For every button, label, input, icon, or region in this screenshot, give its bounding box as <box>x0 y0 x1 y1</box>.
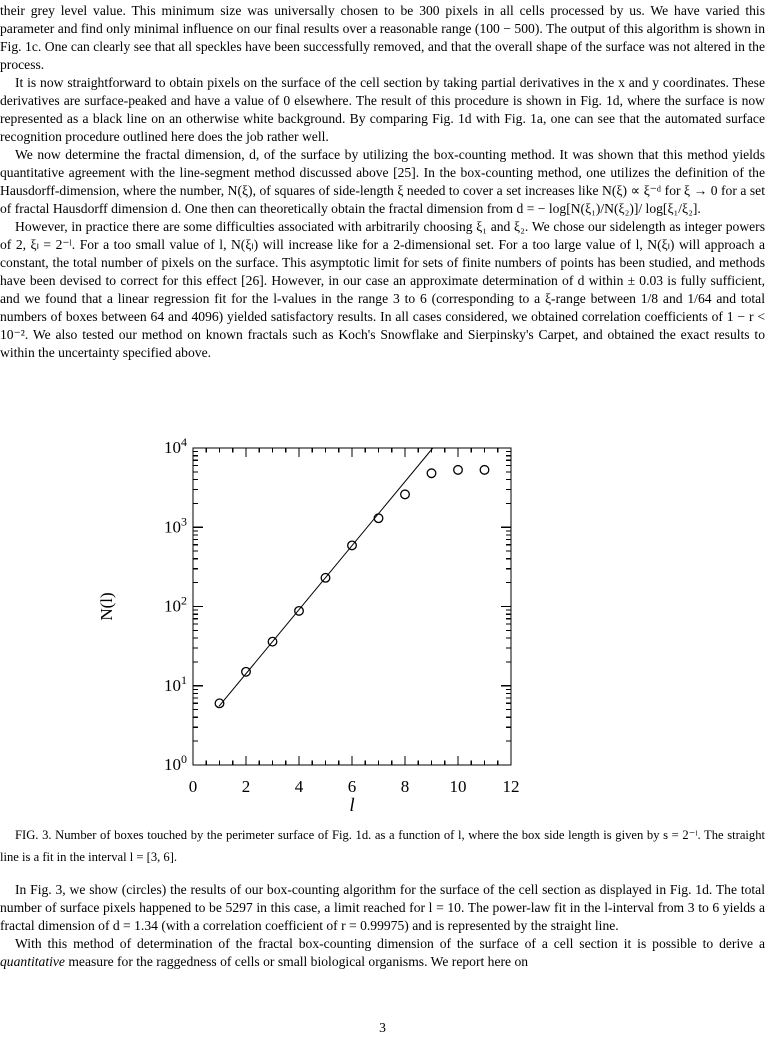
paragraph <box>0 935 765 971</box>
paragraph-segment-italic: quantitative <box>0 954 65 969</box>
y-tick-label: $10^3$ <box>164 514 187 537</box>
data-point <box>242 667 251 676</box>
fit-line <box>219 448 433 706</box>
paragraph: We now determine the fractal dimension, d, of the surface by utilizing the box-counting method. It was shown that this method yields quantitative agreement with the line-segment method discussed above [25]. In the box-counting method, one utilizes the definition of the Hausdorff-dimension, where the number, N(ξ), of squares of side-length ξ needed to cover a set increases like N(ξ) ∝ ξ⁻ᵈ for ξ → 0 for a set of fractal Hausdorff dimension d. One then can theoretically obtain the fractal dimension from d = − log[N(ξ₁)/N(ξ₂)]/ log[ξ₁/ξ₂]. <box>0 147 765 216</box>
y-tick-label: $10^2$ <box>164 593 187 616</box>
paragraph: their grey level value. This minimum size was universally chosen to be 300 pixels in all cells processed by us. We have varied this parameter and find only minimal influence on our final results over a reasonable range (100 − 500). The output of this algorithm is shown in Fig. 1c. One can clearly see that all speckles have been successfully removed, and that the overall shape of the surface was not altered in the process. <box>0 3 765 72</box>
x-tick-label: 6 <box>347 777 357 796</box>
y-axis-label: N(l) <box>97 592 116 621</box>
data-point <box>427 469 436 478</box>
y-tick-label: $10^4$ <box>164 435 187 457</box>
x-tick-label: 8 <box>400 777 410 796</box>
fig3-box-counting-chart <box>0 430 765 822</box>
x-tick-label: 4 <box>294 777 304 796</box>
paragraph: It is now straightforward to obtain pixels on the surface of the cell section by taking partial derivatives in the x and y coordinates. These derivatives are surface-peaked and have a value of 0 elsewhere. The result of this procedure is shown in Fig. 1d, where the surface is now represented as a black line on an otherwise white background. By comparing Fig. 1d with Fig. 1a, one can see that the automated surface recognition procedure outlined here does the job rather well. <box>0 75 765 144</box>
data-point <box>401 490 410 499</box>
x-tick-label: 2 <box>241 777 251 796</box>
data-point <box>374 514 383 523</box>
body-text-block-2 <box>0 881 765 971</box>
data-point <box>454 466 463 475</box>
paragraph-segment: With this method of determination of the fractal box-counting dimension of the surface of a cell section it is possible to derive a <box>15 936 765 951</box>
data-point <box>480 466 489 475</box>
x-tick-label: 0 <box>188 777 198 796</box>
axis-frame <box>193 448 511 765</box>
y-tick-label: $10^0$ <box>164 752 187 774</box>
figure-3 <box>0 430 765 822</box>
data-point <box>295 607 304 616</box>
y-tick-label: $10^1$ <box>164 672 187 695</box>
paragraph-segment: measure for the raggedness of cells or small biological organisms. We report here on <box>64 954 529 969</box>
figure-caption: FIG. 3. Number of boxes touched by the perimeter surface of Fig. 1d. as a function of l, where the box side length is given by s = 2⁻ˡ. The straight line is a fit in the interval l = [3, 6]. <box>0 828 765 864</box>
paragraph: In Fig. 3, we show (circles) the results of our box-counting algorithm for the surface of the cell section as displayed in Fig. 1d. The total number of surface pixels happened to be 5297 in this case, a limit reached for l = 10. The power-law fit in the l-interval from 3 to 6 yields a fractal dimension of d = 1.34 (with a correlation coefficient of r = 0.99975) and is represented by the straight line. <box>0 882 765 933</box>
x-tick-label: 12 <box>502 777 520 796</box>
paragraph: However, in practice there are some difficulties associated with arbitrarily choosing ξ₁ and ξ₂. We chose our sidelength as integer powers of 2, ξₗ = 2⁻ˡ. For a too small value of l, N(ξₗ) will increase like for a 2-dimensional set. For a too large value of l, N(ξₗ) will approach a constant, the total number of pixels on the surface. This asymptotic limit for sets of finite numbers of points has been studied, and methods have been devised to correct for this effect [26]. However, in our case an approximate determination of d within ± 0.03 is fully sufficient, and we found that a linear regression fit for the l-values in the range 3 to 6 (corresponding to a ξ-range between 1/8 and 1/64 and total numbers of boxes between 64 and 4096) yielded satisfactory results. In all cases considered, we obtained correlation coefficients of 1 − r < 10⁻². We also tested our method on known fractals such as Koch's Snowflake and Sierpinsky's Carpet, and obtained the exact results to within the uncertainty specified above. <box>0 219 765 360</box>
body-text-block-1 <box>0 2 765 362</box>
x-axis-label: l <box>349 795 355 816</box>
x-tick-label: 10 <box>449 777 467 796</box>
page-number: 3 <box>379 1020 386 1035</box>
